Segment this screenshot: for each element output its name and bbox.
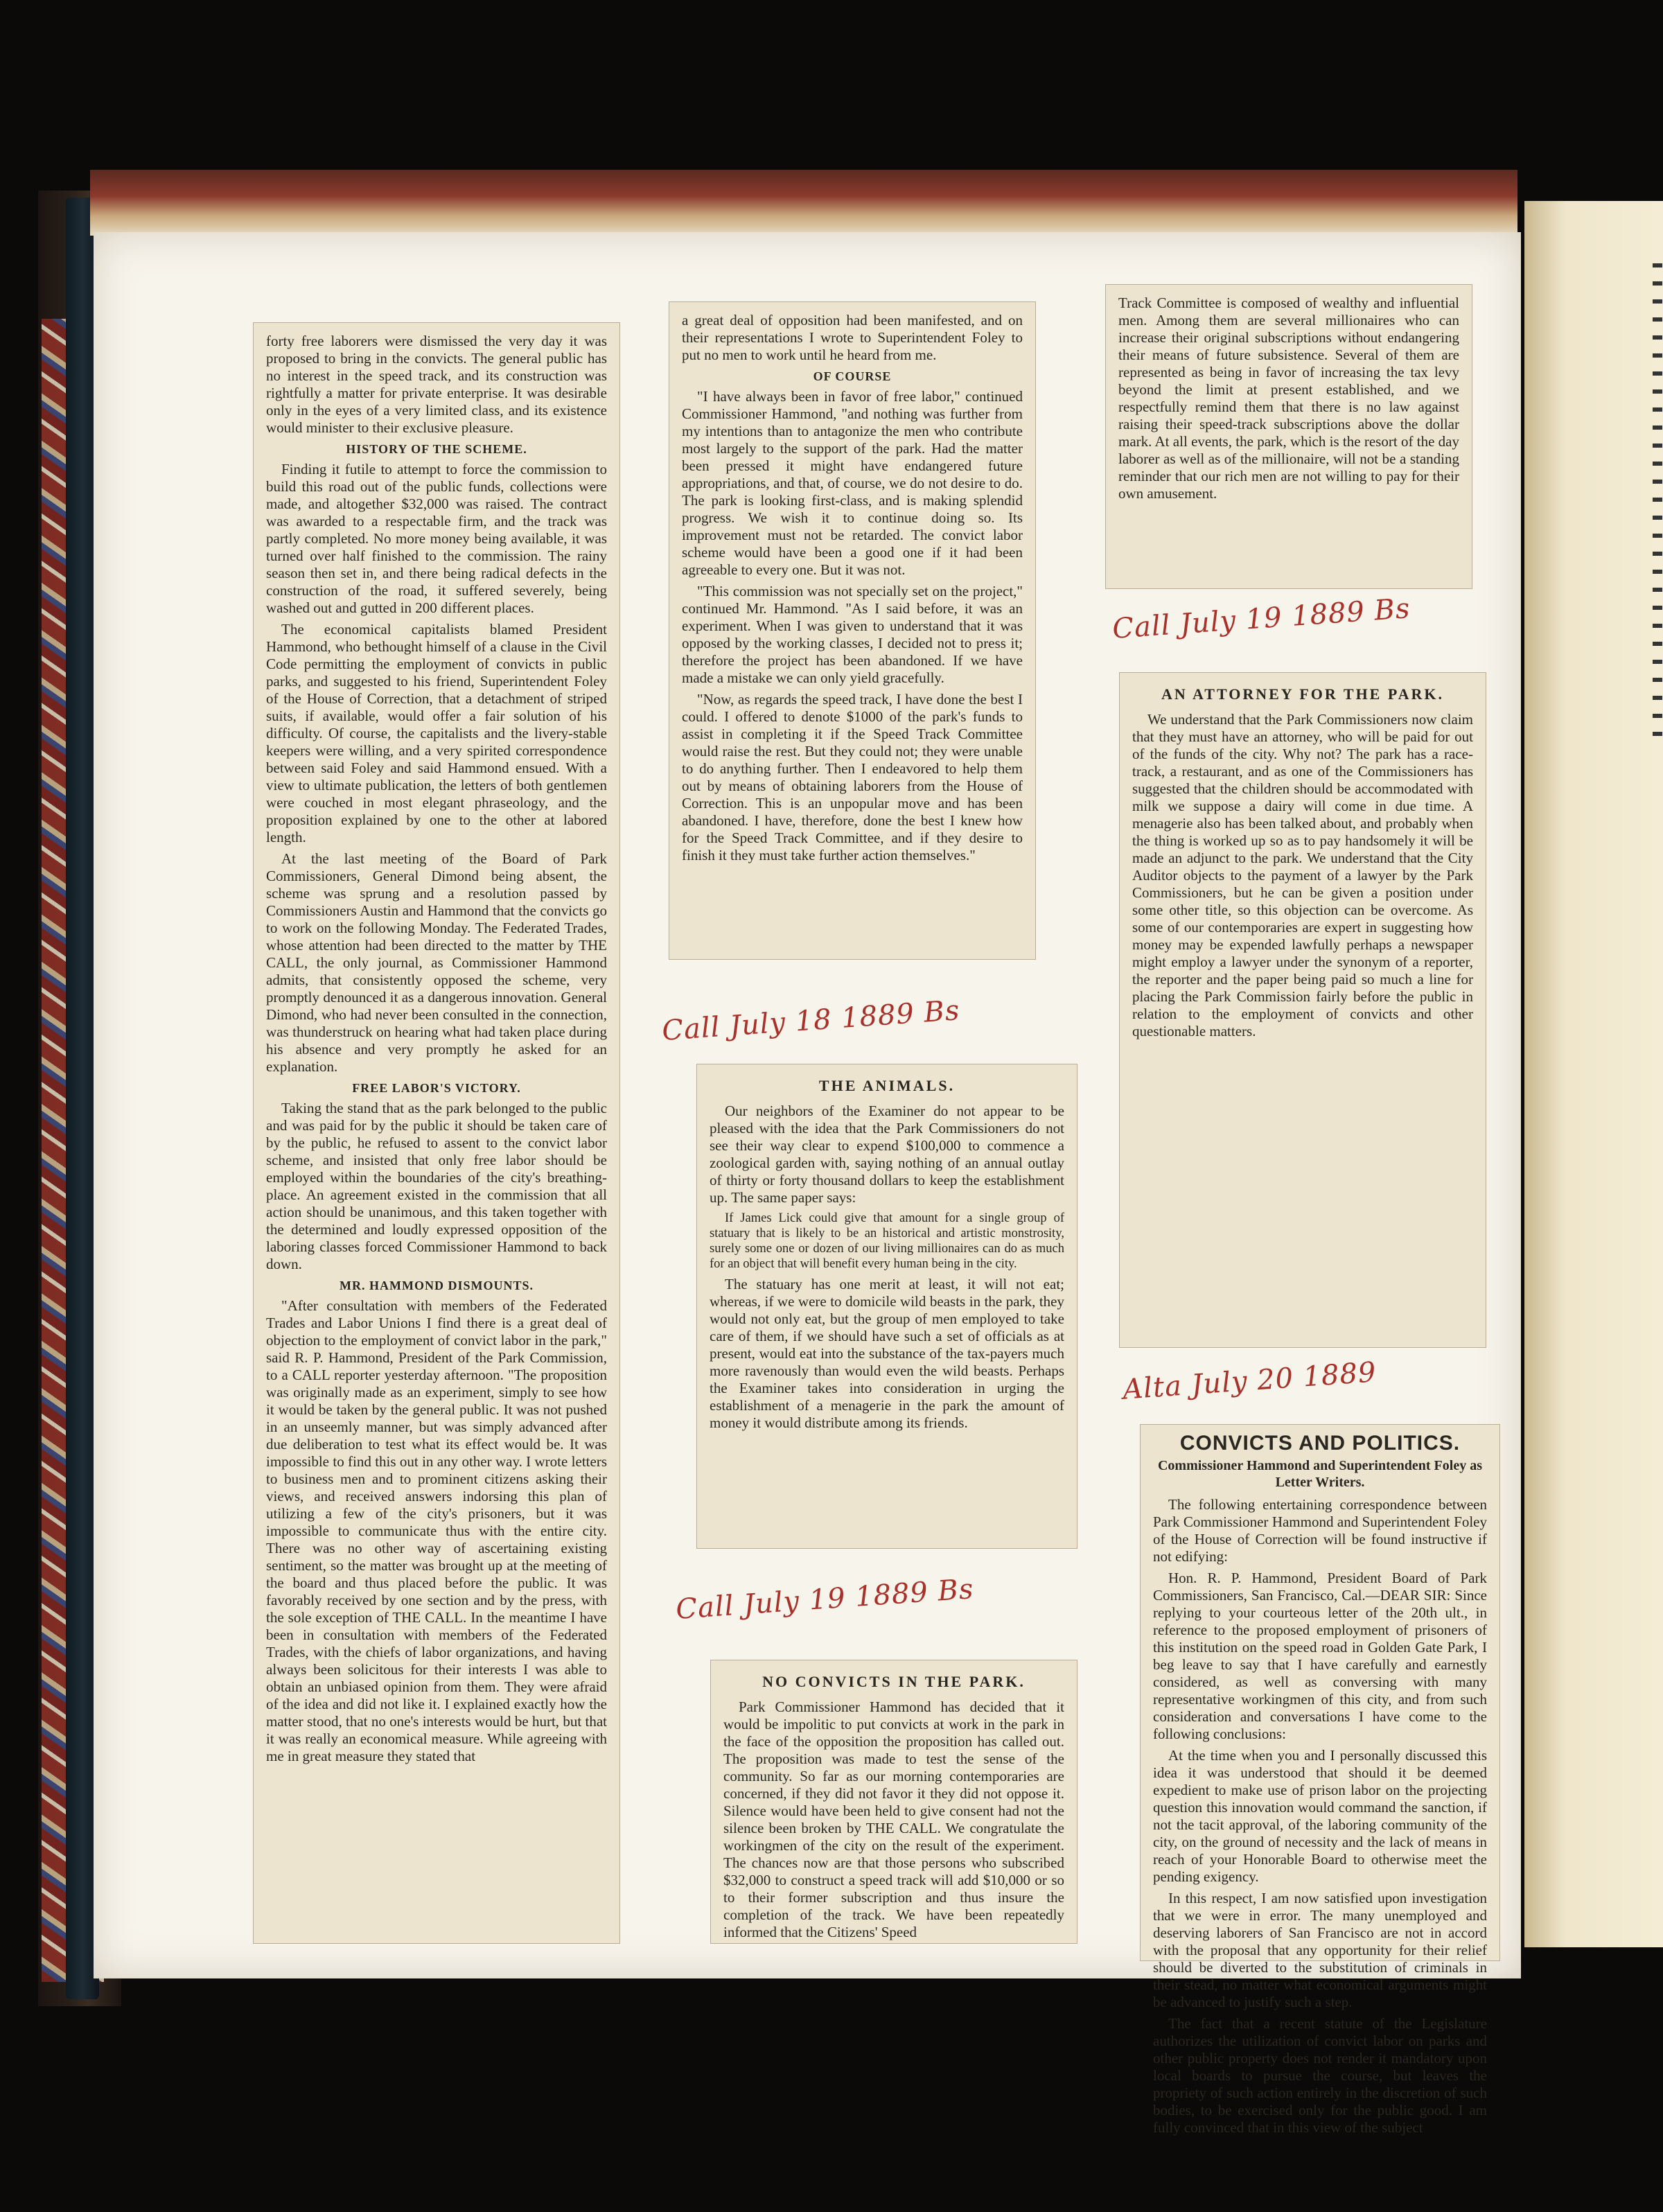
paragraph: Taking the stand that as the park belonged to the public and was paid for by the public it should be taken care of by the public, he refused to assent to the convict labor scheme, and insisted that only free labor should be employed within the boundaries of the city's breathing-place. An agreement existed in the commission that all action should be unanimous, and this taken together with the determined and loudly expressed opposition of the laboring classes forced Commissioner Hammond to back down. [266, 1100, 607, 1272]
clipping-column-1 [253, 322, 620, 1944]
paragraph: Hon. R. P. Hammond, President Board of Park Commissioners, San Francisco, Cal.—DEAR SIR: Since replying to your courteous letter of the 20th ult., in reference to the proposed employment of prisoners of this institution on the speed road in Golden Gate Park, I beg leave to say that I have carefully and earnestly considered, as well as conversing with many representative workingmen of this city, and from such consideration and conversations I have come to the following conclusions: [1153, 1570, 1487, 1742]
paragraph: The following entertaining correspondence between Park Commissioner Hammond and Superintendent Foley of the House of Correction will be found instructive if not edifying: [1153, 1496, 1487, 1565]
clipping-the-animals [696, 1064, 1077, 1549]
quoted-paragraph: If James Lick could give that amount for a single group of statuary that is likely to be an historical and artistic monstrosity, surely some one or dozen of our living millionaires can do as much for an object that will benefit every human being in the city. [710, 1211, 1064, 1271]
section-heading: OF COURSE [813, 369, 892, 383]
section-heading: MR. HAMMOND DISMOUNTS. [340, 1279, 534, 1292]
clipping-title: THE ANIMALS. [818, 1077, 956, 1094]
paragraph: At the last meeting of the Board of Park Commissioners, General Dimond being absent, the scheme was sprung and a resolution passed by Commissioners Austin and Hammond that the convicts go to work on the following Monday. The Federated Trades, whose attention had been directed to the matter by THE CALL, the only journal, as Commissioner Hammond admits, that consistently opposed the scheme, very promptly denounced it as a dangerous innovation. General Dimond, who had never been consulted in the connection, was thunderstruck on hearing what had taken place during his absence and very promptly he asked for an explanation. [266, 850, 607, 1075]
paragraph: The economical capitalists blamed President Hammond, who bethought himself of a clause in the Civil Code permitting the employment of convicts in public parks, and suggested to his friend, Superintendent Foley of the House of Correction, that a detachment of striped suits, if available, would offer a fair solution of his difficulty. Of course, the capitalists and the livery-stable keepers were willing, and a very spirited correspondence between said Foley and said Hammond ensued. With a view to ultimate publication, the letters of both gentlemen were couched in most elegant phraseology, and the proposition explained by one to the other at labored length. [266, 621, 607, 845]
handwritten-date-note: Call July 18 1889 Bs [660, 994, 961, 1047]
clipping-no-convicts [710, 1660, 1077, 1944]
section-heading: FREE LABOR'S VICTORY. [352, 1081, 521, 1095]
clipping-column-2-top [669, 301, 1036, 960]
facing-page-text-fragment [1653, 263, 1662, 748]
paragraph: We understand that the Park Commissioners now claim that they must have an attorney, who will be paid for out of the funds of the city. Why not? The park has a race-track, a restaurant, and as one of the Commissioners has suggested that the children should be accommodated with milk we suppose a dairy will come in due time. A menagerie also has been talked about, and probably when the thing is worked up so as to pay handsomely it will be made an adjunct to the park. We understand that the City Auditor objects to the payment of a lawyer by the Park Commissioners, but he can be given a position under some other title, so this objection can be overcome. As some of our contemporaries are expert in suggesting how money may be expended lawfully perhaps a newspaper might employ a lawyer under the synonym of a reporter, the reporter and the paper being paid so much a line for placing the Park Commission fairly before the public in relation to the employment of convicts and other questionable matters. [1132, 711, 1473, 1039]
paragraph: "Now, as regards the speed track, I have done the best I could. I offered to denote $1000 of the park's funds to assist in completing it if the Speed Track Committee would raise the rest. But they could not; they were unable to do anything further. Then I endeavored to help them out by means of obtaining laborers from the House of Correction. This is an unpopular move and has been abandoned. I have, therefore, done the best I knew how for the Speed Track Committee, and if they desire to finish it they must take further action themselves." [682, 691, 1023, 863]
paragraph: Track Committee is composed of wealthy and influential men. Among them are several millionaires who can increase their original subscriptions without endangering their means of future subsistence. Several of them are represented as being in favor of increasing the tax levy beyond the limit at present established, and we respectfully remind them that there is no law against raising their speed-track subscriptions above the dollar mark. At all events, the park, which is the resort of the day laborer as well as of the millionaire, will not be a standing reminder that our rich men are not willing to pay for their own amusement. [1118, 295, 1459, 502]
paragraph: The statuary has one merit at least, it will not eat; whereas, if we were to domicile wild beasts in the park, they would not only eat, but the group of men employed to take care of them, if we should have such a set of officials as at present, would eat into the substance of the tax-payers much more ravenously than would even the wild beasts. Perhaps the Examiner takes into consideration in urging the establishment of a menagerie in the park the amount of money it would distribute among its friends. [710, 1276, 1064, 1431]
paragraph: Our neighbors of the Examiner do not appear to be pleased with the idea that the Park Commissioners do not see their way clear to expend $100,000 to commence a zoological garden with, saying nothing of an annual outlay of thirty or forty thousand dollars to keep the establishment up. The same paper says: [710, 1103, 1064, 1206]
clipping-column-3-top [1105, 284, 1472, 589]
clipping-title: NO CONVICTS IN THE PARK. [762, 1673, 1026, 1690]
section-heading: HISTORY OF THE SCHEME. [346, 442, 527, 456]
paragraph: Finding it futile to attempt to force the commission to build this road out of the public funds, collections were made, and altogether $32,000 was raised. The contract was awarded to a respectable firm, and the track was partly completed. No more money being available, it was turned over half finished to the commission. The rainy season then set in, and there being radical defects in the construction of the road, it suffered severely, being washed out and gutted in 200 different places. [266, 461, 607, 616]
handwritten-date-note: Call July 19 1889 Bs [674, 1573, 975, 1626]
facing-page-edge [1524, 201, 1663, 1947]
paragraph: "After consultation with members of the Federated Trades and Labor Unions I find there is a great deal of objection to the employment of convict labor in the park," said R. P. Hammond, President of the Park Commission, to a CALL reporter yesterday afternoon. "The proposition was originally made as an experiment, simply to see how it would be taken by the general public. It was not pushed in an unseemly manner, but was simply advanced after due deliberation to test what its effect would be. It was impossible to find this out in any other way. I wrote letters to business men and to prominent citizens asking their views, and received answers indorsing this plan of utilizing a few of the city's prisoners, but it was impossible to communicate thus with the entire city. There was no other way of ascertaining existing sentiment, so the matter was brought up at the meeting of the board and thus placed before the public. It was favorably received by one section and by the press, with the sole exception of THE CALL. In the meantime I have been in consultation with members of the Federated Trades, with the chiefs of labor organizations, and having always been solicitous for their interests I was able to obtain an unbiased opinion from them. They were afraid of the idea and did not like it. I explained exactly how the matter stood, that no one's interests would be hurt, but that it was really an economical measure. While agreeing with me in great measure they stated that [266, 1297, 607, 1764]
paragraph: a great deal of opposition had been manifested, and on their representations I wrote to Superintendent Foley to put no men to work until he heard from me. [682, 312, 1023, 363]
paragraph: forty free laborers were dismissed the very day it was proposed to bring in the convicts. The general public has no interest in the speed track, and its construction was rightfully a matter for private enterprise. It was desirable only in the eyes of a very limited class, and its existence would minister to their exclusive pleasure. [266, 333, 607, 436]
scrapbook-page [94, 232, 1521, 2136]
paragraph: The fact that a recent statute of the Legislature authorizes the utilization of convict labor on parks and other public property does not render it mandatory upon local boards to pursue the course, but leaves the propriety of such action entirely in the discretion of such bodies, to be exercised only for the public good. I am fully convinced that in this view of the subject [1153, 2015, 1487, 2136]
handwritten-date-note: Alta July 20 1889 [1121, 1356, 1378, 1406]
clipping-attorney-for-park [1119, 672, 1486, 1348]
clipping-subtitle: Commissioner Hammond and Superintendent Foley as Letter Writers. [1157, 1458, 1482, 1490]
paragraph: At the time when you and I personally discussed this idea it was understood that should it be deemed expedient to make use of prison labor on the projecting question this innovation would command the sanction, if not the tacit approval, of the laboring community of the city, on the ground of necessity and the lack of means in reach of your Honorable Board to otherwise meet the pending exigency. [1153, 1747, 1487, 1885]
page-top-edge [90, 170, 1517, 236]
paragraph: Park Commissioner Hammond has decided that it would be impolitic to put convicts at work in the park in the face of the opposition the proposition has called out. The proposition was made to test the sense of the community. So far as our morning contemporaries are concerned, if they did not favor it they did not oppose it. Silence would have been held to give consent had not the silence been broken by THE CALL. We congratulate the workingmen of the city on the result of the experiment. The chances now are that those persons who subscribed $32,000 to construct a speed track will add $10,000 or so to their former subscription and thus insure the completion of the track. We have been repeatedly informed that the Citizens' Speed [723, 1698, 1064, 1940]
clipping-title: CONVICTS AND POLITICS. [1179, 1432, 1461, 1455]
clipping-title: AN ATTORNEY FOR THE PARK. [1161, 685, 1445, 703]
handwritten-date-note: Call July 19 1889 Bs [1111, 592, 1411, 645]
paragraph: "I have always been in favor of free labor," continued Commissioner Hammond, "and nothing was further from my intentions than to antagonize the men who contribute most largely to the support of the park. Had the matter been pressed it might have endangered future appropriations, and that, of course, we do not desire to do. The park is looking first-class, and is making splendid progress. We wish it to continue doing so. Its improvement must not be retarded. The convict labor scheme would have been a good one if it had been agreeable to every one. But it was not. [682, 388, 1023, 578]
clipping-convicts-and-politics [1140, 1424, 1500, 2136]
paragraph: In this respect, I am now satisfied upon investigation that we were in error. The many unemployed and deserving laborers of San Francisco are not in accord with the proposal that any opportunity for their relief should be diverted to the substitution of criminals in their stead, no matter what economical arguments might be advanced to justify such a step. [1153, 1890, 1487, 2010]
paragraph: "This commission was not specially set on the project," continued Mr. Hammond. "As I said before, it was an experiment. When I was given to understand that it was opposed by the working classes, I decided not to press it; therefore the project has been abandoned. If we have made a mistake we can only yield gracefully. [682, 583, 1023, 686]
